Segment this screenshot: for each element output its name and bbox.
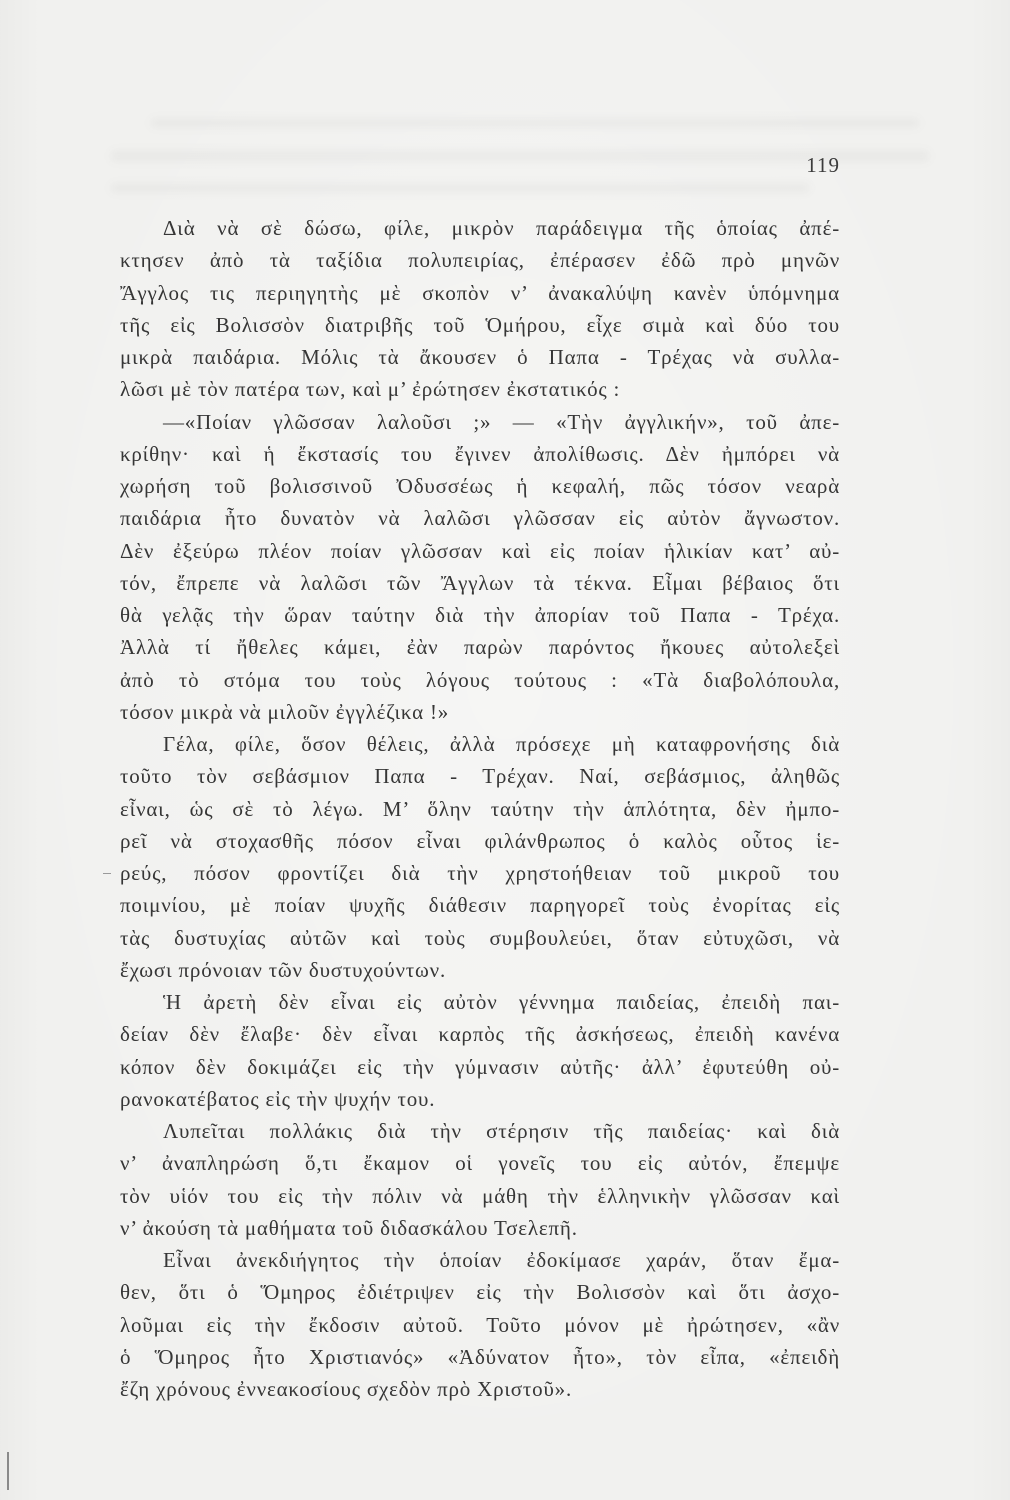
paragraph [120, 406, 840, 729]
text-line: —«Ποίαν γλῶσσαν λαλοῦσι ;» — «Τὴν ἀγγλικήν», τοῦ ἀπε- [163, 409, 840, 434]
text-line: τοῦτο τὸν σεβάσμιον Παπα - Τρέχαν. Ναί, σεβάσμιος, ἀληθῶς [120, 764, 840, 789]
text-line: ἔχωσι πρόνοιαν τῶν δυστυχούντων. [120, 957, 447, 982]
paragraph [120, 1115, 840, 1244]
text-line: δείαν δὲν ἔλαβε· δὲν εἶναι καρπὸς τῆς ἀσκήσεως, ἐπειδὴ κανένα [120, 1022, 840, 1047]
paragraph [120, 728, 840, 986]
text-line: Εἶναι ἀνεκδιήγητος τὴν ὁποίαν ἐδοκίμασε χαράν, ὅταν ἔμα- [163, 1248, 840, 1272]
paragraph [120, 986, 840, 1115]
text-body [120, 212, 840, 1405]
text-line: τὰς δυστυχίας αὐτῶν καὶ τοὺς συμβουλεύει, ὅταν εὐτυχῶσι, νὰ [120, 925, 840, 950]
text-line: ρανοκατέβατος εἰς τὴν ψυχήν του. [120, 1086, 436, 1111]
text-line: ν’ ἀναπληρώση ὅ,τι ἔκαμον οἱ γονεῖς του εἰς αὐτόν, ἔπεμψε [120, 1151, 840, 1176]
scan-edge-mark [103, 873, 111, 874]
text-line: ποιμνίου, μὲ ποίαν ψυχῆς διάθεσιν παρηγορεῖ τοὺς ἐνορίτας εἰς [120, 893, 840, 918]
show-through-shadow [150, 118, 920, 128]
text-line: μικρὰ παιδάρια. Μόλις τὰ ἄκουσεν ὁ Παπα - Τρέχας νὰ συλλα- [120, 345, 840, 369]
text-line: θὰ γελᾷς τὴν ὥραν ταύτην διὰ τὴν ἀπορίαν τοῦ Παπα - Τρέχα. [120, 603, 840, 627]
paragraph [120, 1244, 840, 1405]
text-line: ρεῖ νὰ στοχασθῆς πόσον εἶναι φιλάνθρωπος ὁ καλὸς οὗτος ἱε- [120, 828, 840, 853]
text-line: τόσον μικρὰ νὰ μιλοῦν ἐγγλέζικα !» [120, 699, 450, 724]
page-number: 119 [806, 153, 840, 177]
text-line: Ἀλλὰ τί ἤθελες κάμει, ἐὰν παρὼν παρόντος ἤκουες αὐτολεξεὶ [120, 635, 840, 660]
text-line: Ἄγγλος τις περιηγητὴς μὲ σκοπὸν ν’ ἀνακαλύψη κανὲν ὑπόμνημα [120, 280, 840, 305]
text-line: λοῦμαι εἰς τὴν ἔκδοσιν αὐτοῦ. Τοῦτο μόνον μὲ ἠρώτησεν, «ἂν [120, 1312, 840, 1337]
text-line: Δὲν ἐξεύρω πλέον ποίαν γλῶσσαν καὶ εἰς ποίαν ἡλικίαν κατ’ αὐ- [120, 538, 840, 563]
text-line: ἔζη χρόνους ἐννεακοσίους σχεδὸν πρὸ Χριστοῦ». [120, 1377, 573, 1401]
text-line: Ἡ ἀρετὴ δὲν εἶναι εἰς αὐτὸν γέννημα παιδείας, ἐπειδὴ παι- [163, 990, 840, 1014]
text-line: κρίθην· καὶ ἡ ἔκστασίς του ἔγινεν ἀπολίθωσις. Δὲν ἠμπόρει νὰ [120, 441, 840, 466]
paragraph [120, 212, 840, 406]
text-line: τὸν υἱόν του εἰς τὴν πόλιν νὰ μάθη τὴν ἑλληνικὴν γλῶσσαν καὶ [120, 1183, 840, 1208]
text-line: τῆς εἰς Βολισσὸν διατριβῆς τοῦ Ὁμήρου, εἶχε σιμὰ καὶ δύο του [120, 312, 840, 337]
text-line: Διὰ νὰ σὲ δώσω, φίλε, μικρὸν παράδειγμα τῆς ὁποίας ἀπέ- [163, 216, 840, 240]
text-line: Λυπεῖται πολλάκις διὰ τὴν στέρησιν τῆς παιδείας· καὶ διὰ [163, 1119, 840, 1143]
text-line: τόν, ἔπρεπε νὰ λαλῶσι τῶν Ἄγγλων τὰ τέκνα. Εἶμαι βέβαιος ὅτι [120, 570, 840, 595]
text-line: θεν, ὅτι ὁ Ὅμηρος ἐδιέτριψεν εἰς τὴν Βολισσὸν καὶ ὅτι ἀσχο- [120, 1280, 840, 1305]
text-line: ἀπὸ τὸ στόμα του τοὺς λόγους τούτους : «Τὰ διαβολόπουλα, [120, 667, 840, 692]
text-line: ρεύς, πόσον φροντίζει διὰ τὴν χρηστοήθειαν τοῦ μικροῦ του [120, 861, 840, 885]
text-line: παιδάρια ἦτο δυνατὸν νὰ λαλῶσι γλῶσσαν εἰς αὐτὸν ἄγνωστον. [120, 506, 840, 531]
text-line: κόπον δὲν δοκιμάζει εἰς τὴν γύμνασιν αὐτῆς· ἀλλ’ ἐφυτεύθη οὐ- [120, 1054, 840, 1079]
text-line: ὁ Ὅμηρος ἦτο Χριστιανός» «Ἀδύνατον ἦτο», τὸν εἶπα, «ἐπειδὴ [120, 1344, 840, 1369]
text-line: Γέλα, φίλε, ὅσον θέλεις, ἀλλὰ πρόσεχε μὴ καταφρονήσης διὰ [163, 732, 840, 756]
text-line: κτησεν ἀπὸ τὰ ταξίδια πολυπειρίας, ἐπέρασεν ἐδῶ πρὸ μηνῶν [120, 248, 840, 273]
text-line: λῶσι μὲ τὸν πατέρα των, καὶ μ’ ἐρώτησεν ἐκστατικός : [120, 377, 621, 402]
text-line: χωρήση τοῦ βολισσινοῦ Ὀδυσσέως ἡ κεφαλή, πῶς τόσον νεαρὰ [120, 474, 840, 498]
text-line: εἶναι, ὡς σὲ τὸ λέγω. Μ’ ὅλην ταύτην τὴν ἁπλότητα, δὲν ἠμπο- [120, 796, 840, 821]
text-line: ν’ ἀκούση τὰ μαθήματα τοῦ διδασκάλου Τσελεπῆ. [120, 1215, 578, 1240]
scan-edge-mark [7, 1452, 9, 1490]
show-through-shadow [110, 183, 810, 193]
